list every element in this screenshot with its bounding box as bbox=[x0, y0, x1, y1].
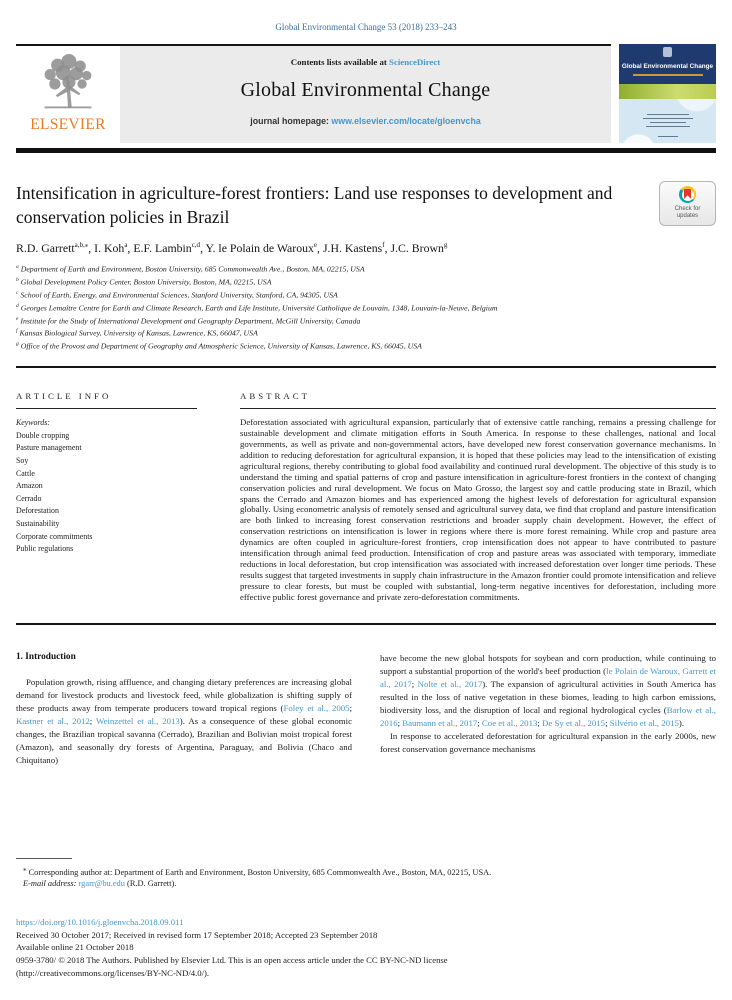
author[interactable]: I. Koh$^a$ bbox=[94, 241, 128, 255]
author[interactable]: R.D. Garrett$^{a,b,⁎}$ bbox=[16, 241, 89, 255]
citation-link[interactable]: le Polain de Waroux, Garrett et al., 2017 bbox=[380, 665, 716, 689]
introduction-heading: 1. Introduction bbox=[16, 651, 76, 662]
contents-line bbox=[120, 57, 611, 67]
keyword: Sustainability bbox=[16, 518, 60, 528]
intro-paragraph-right-1 bbox=[380, 652, 716, 731]
doi-link[interactable]: https://doi.org/10.1016/j.gloenvcha.2018.09.011 bbox=[16, 917, 184, 927]
check-for-updates-label bbox=[660, 206, 715, 219]
affiliation-list bbox=[16, 262, 716, 352]
email-link[interactable]: rgarr@bu.edu bbox=[78, 879, 125, 889]
homepage-link[interactable]: www.elsevier.com/locate/gloenvcha bbox=[331, 116, 481, 126]
intro-paragraph-left bbox=[16, 676, 352, 768]
author[interactable]: J.H. Kastens$^f$ bbox=[322, 241, 385, 255]
elsevier-wordmark: ELSEVIER bbox=[30, 116, 106, 133]
keyword: Corporate commitments bbox=[16, 531, 93, 541]
citation-link[interactable]: Silvério et al., 2015 bbox=[609, 718, 679, 729]
copyright-line: 0959-3780/ © 2018 The Authors. Published by Elsevier Ltd. This is an open access article under the CC BY-NC-ND license bbox=[16, 955, 448, 966]
affiliation: $^a$ Department of Earth and Environment, Boston University, 685 Commonwealth Ave., Boston, MA, 02215, USA bbox=[16, 264, 365, 274]
email-suffix: (R.D. Garrett). bbox=[124, 879, 177, 889]
email-label: E-mail address: bbox=[23, 879, 77, 889]
elsevier-tree-icon bbox=[38, 51, 98, 115]
affiliation: $^c$ School of Earth, Energy, and Environmental Sciences, Stanford University, Stanford, CA, 94305, USA bbox=[16, 289, 338, 300]
affiliation: $^b$ Global Development Policy Center, Boston University, Boston, MA, 02215, USA bbox=[16, 276, 272, 287]
affiliation: $^e$ Institute for the Study of International Development and Geography Department, McGill University, Canada bbox=[16, 315, 361, 326]
keywords-label: Keywords: bbox=[16, 418, 50, 428]
body-divider-rule bbox=[16, 623, 716, 625]
cover-fine-print-line bbox=[646, 126, 690, 127]
sciencedirect-link[interactable]: ScienceDirect bbox=[389, 57, 441, 67]
info-abstract-section bbox=[16, 368, 716, 602]
keywords-list bbox=[16, 430, 216, 556]
cover-subtitle-line bbox=[633, 74, 703, 76]
citation-link[interactable]: Coe et al., 2013 bbox=[481, 718, 538, 729]
imprint-block bbox=[16, 916, 448, 980]
corresponding-author-footnote bbox=[16, 858, 716, 890]
text-run: ; bbox=[537, 718, 543, 729]
text-run: ). bbox=[678, 718, 685, 729]
journal-title: Global Environmental Change bbox=[240, 79, 491, 101]
right-column bbox=[380, 652, 716, 768]
footnote-line-1 bbox=[16, 864, 716, 878]
keyword: Deforestation bbox=[16, 506, 59, 516]
left-column bbox=[16, 652, 352, 768]
text-run: ; bbox=[89, 715, 96, 726]
affiliation: $^f$ Kansas Biological Survey, University of Kansas, Lawrence, KS, 66047, USA bbox=[16, 328, 258, 339]
article-title: Intensification in agriculture-forest frontiers: Land use responses to development and conservation policies in Brazil bbox=[16, 183, 613, 227]
contents-prefix: Contents lists available at bbox=[290, 57, 390, 67]
keyword: Amazon bbox=[16, 481, 43, 491]
author-list: R.D. Garrett$^{a,b,⁎}$, I. Koh$^a$, E.F. Lambin$^{c,d}$, Y. le Polain de Waroux$^e$, J.H. Kastens$^f$, J.C. Brown$^g$ bbox=[16, 241, 448, 255]
keyword: Public regulations bbox=[16, 544, 74, 554]
citation-link[interactable]: Nolte et al., 2017 bbox=[417, 678, 483, 689]
introduction-section bbox=[16, 652, 716, 768]
received-dates: Received 30 October 2017; Received in revised form 17 September 2018; Accepted 23 September 2018 bbox=[16, 929, 378, 940]
text-run: ; bbox=[477, 718, 482, 729]
citation-link[interactable]: Barlow et al., 2016 bbox=[380, 705, 716, 729]
keyword: Pasture management bbox=[16, 443, 82, 453]
keyword: Cattle bbox=[16, 468, 35, 478]
author[interactable]: J.C. Brown$^g$ bbox=[390, 241, 448, 255]
cover-publisher-mark bbox=[658, 136, 678, 137]
abstract-text: Deforestation associated with agricultural expansion, particularly that of extensive cattle ranching, remains a pressing challenge for sustainable development and climate mitigation efforts in South America. In response to these challenges, national and local governments, as well as private and non-governmental actors, have developed new forest conservation governance mechanisms. In addition to reducing deforestation for agricultural expansion, it is hoped that these policies may lead to the intensification of existing agricultural regions, thereby contributing to global food availability and continued rural development. The objective of this study is to understand the timing and spatial patterns of crop and pasture intensification in agriculture-forest frontiers in the context of changing conservation policies and rural development. We focus on Mato Grosso, the largest soy and cattle producing state in Brazil, which spans the Cerrado and Amazon biomes and has experienced among the highest levels of deforestation for agricultural expansion globally. Using econometric analysis of remotely sensed and agricultural survey data, we find that cropland and pasture intensification are both linked to increasing forest conservation restrictions and broader supply chain development. However, the effect of conservation restrictions on intensification is lower in regions where there is more forest remaining. While crop and pasture area dynamics are often coupled in agriculture-forest frontiers, crop intensification does not appear to have contributed to pasture intensification through animal feed production. Intensification of crop and pasture areas was associated with temporary, immediate reductions in local deforestation, but crop intensification was associated with increased deforestation over longer time periods. These results suggest that targeted investments in supply chain infrastructure in the Amazon frontier could promote intensification and relieve pressure to clear forests, but must be coupled with substantial, long-term negative incentives for deforestation, including more effective public forest governance and private zero-deforestation commitments. bbox=[240, 417, 716, 602]
bookmark-icon bbox=[684, 189, 691, 199]
text-run: ; bbox=[397, 718, 403, 729]
cover-fine-print-line bbox=[650, 122, 686, 123]
keyword: Cerrado bbox=[16, 493, 42, 503]
citation-link[interactable]: Baumann et al., 2017 bbox=[402, 718, 478, 729]
abstract-header: ABSTRACT bbox=[240, 391, 310, 402]
abstract-rule bbox=[240, 408, 716, 409]
article-info-rule bbox=[16, 408, 197, 409]
text-run: ; bbox=[605, 718, 610, 729]
badge-line1: Check for bbox=[674, 206, 701, 212]
journal-banner bbox=[120, 46, 611, 143]
text-run: Population growth, rising affluence, and changing dietary preferences are increasing global demand for livestock products and livestock feed, while globalization is shifting supply of these products away from temperate producers toward tropical regions ( bbox=[16, 676, 352, 713]
footnote-marker: ⁎ bbox=[23, 865, 27, 873]
crossmark-icon bbox=[679, 186, 696, 203]
affiliation: $^g$ Office of the Provost and Department of Geography and Atmospheric Science, University of Kansas, Lawrence, KS, 66045, USA bbox=[16, 341, 422, 351]
homepage-prefix: journal homepage: bbox=[250, 116, 332, 126]
footnote-text: Corresponding author at: Department of Earth and Environment, Boston University, 685 Commonwealth Ave., Boston, MA, 02215, USA. bbox=[26, 867, 492, 877]
text-run: ). As a consequence of these global economic changes, the Brazilian tropical savanna (Cerrado), Brazilian and Bolivian moist tropical forest (Amazon), and seasonally dry forests of Argentina, Paraguay, and Bolivia (Chaco and Chiquitano) bbox=[16, 715, 353, 766]
homepage-line bbox=[120, 116, 611, 126]
author[interactable]: E.F. Lambin$^{c,d}$ bbox=[133, 241, 201, 255]
article-info-header: ARTICLE INFO bbox=[16, 391, 112, 402]
check-for-updates-badge[interactable] bbox=[659, 181, 716, 226]
article-info-column bbox=[16, 368, 216, 602]
cover-fine-print-line bbox=[643, 118, 693, 119]
text-run: ; bbox=[349, 702, 353, 713]
abstract-column bbox=[240, 368, 716, 602]
footnote-line-2 bbox=[16, 878, 716, 890]
keyword: Double cropping bbox=[16, 430, 70, 440]
title-row bbox=[16, 181, 716, 229]
header-divider-bar bbox=[16, 148, 716, 153]
keyword: Soy bbox=[16, 456, 29, 466]
cover-fine-print-line bbox=[647, 114, 689, 115]
footnote-rule bbox=[16, 858, 72, 859]
elsevier-logo[interactable] bbox=[16, 46, 120, 143]
cover-journal-title: Global Environmental Change bbox=[621, 63, 714, 70]
badge-line2: updates bbox=[676, 212, 699, 219]
intro-paragraph-right-2: In response to accelerated deforestation for agricultural expansion in the early 2000s, new forest conservation governance mechanisms bbox=[380, 731, 716, 755]
cover-green-band bbox=[619, 84, 716, 99]
author[interactable]: Y. le Polain de Waroux$^e$ bbox=[205, 241, 318, 255]
available-online: Available online 21 October 2018 bbox=[16, 942, 134, 953]
cover-logo-mark bbox=[663, 47, 672, 57]
license-line: (http://creativecommons.org/licenses/BY-NC-ND/4.0/). bbox=[16, 967, 210, 978]
text-run: ). The expansion of agricultural activities in South America has resulted in the loss of native vegetation in these biomes, leading to high carbon emissions, biodiversity loss, and the disruption of local and regional hydrological cycles ( bbox=[380, 678, 716, 716]
running-head-citation: Global Environmental Change 53 (2018) 233–243 bbox=[275, 22, 457, 32]
text-run: have become the new global hotspots for soybean and corn production, while continuing to support a substantial proportion of the world's beef production ( bbox=[380, 652, 716, 676]
journal-cover-thumbnail[interactable] bbox=[619, 44, 716, 143]
citation-link[interactable]: Foley et al., 2005 bbox=[283, 702, 350, 713]
affiliation: $^d$ Georges Lemaître Centre for Earth and Climate Research, Earth and Life Institute, Université Catholique de Louvain, 1348, Louvain-la-Neuve, Belgium bbox=[16, 302, 498, 313]
journal-header-main bbox=[16, 44, 611, 143]
text-run: ; bbox=[411, 678, 418, 689]
citation-link[interactable]: De Sy et al., 2015 bbox=[542, 718, 606, 729]
citation-link[interactable]: Weinzettel et al., 2013 bbox=[95, 715, 180, 726]
citation-link[interactable]: Kastner et al., 2012 bbox=[16, 715, 90, 726]
journal-header bbox=[16, 44, 716, 143]
